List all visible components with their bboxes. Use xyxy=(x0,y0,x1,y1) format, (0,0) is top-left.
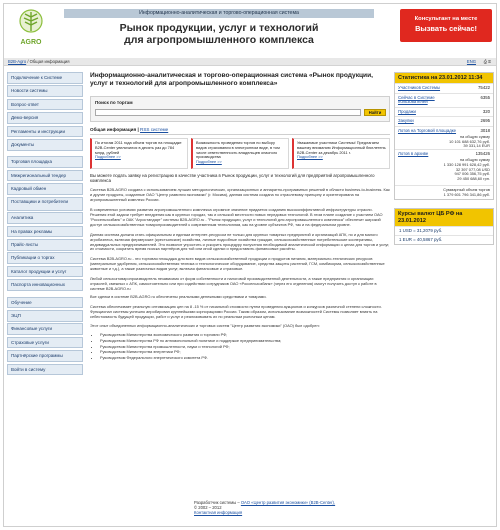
approval-list xyxy=(90,332,390,360)
nav-item-staff[interactable]: Кадровый обмен xyxy=(7,183,83,195)
stat-value: 75422 xyxy=(478,85,490,91)
stat-sum-value: 32 397 077,08 USD xyxy=(455,166,490,172)
nav-item-training[interactable]: Обучение xyxy=(7,297,83,309)
nav-item-finance[interactable]: Финансовые услуги xyxy=(7,323,83,335)
nav-item-pricelists[interactable]: Прайс-листы xyxy=(7,239,83,251)
stat-sum-label: на общую сумму xyxy=(459,134,490,140)
stat-label[interactable]: Закупки xyxy=(398,118,414,124)
list-item: • Руководством Министерства энергетики РФ; xyxy=(100,349,390,355)
stat-sum-value: 29 450 688,60 грн. xyxy=(457,175,490,181)
main-content xyxy=(90,72,390,512)
main-title: Информационно-аналитическая и торгово-операционная система «Рынок продукции, услуг и технологий для агропромышленного комплекса» xyxy=(90,72,373,87)
search-input[interactable] xyxy=(95,109,361,116)
consultant-button[interactable] xyxy=(400,9,492,42)
nav-item-news[interactable]: Новости системы xyxy=(7,85,83,97)
breadcrumb-current: Общая информация xyxy=(29,59,70,64)
stat-label[interactable]: Участников Системы xyxy=(398,85,441,91)
nav-item-ads[interactable]: На правах рекламы xyxy=(7,226,83,238)
stat-value: 2695 xyxy=(480,118,490,124)
paragraph: Система B2B-AGRO создана с использованием лучших методологических, организационных и аппаратно-программных решений в области business-to-business. Как и другие продукты, созданные ОАО "Центр развития экономики" (г. Москва), данная система создана по отраслевому принципу и ориентирована на агропромышленный комплекс России. xyxy=(90,187,390,203)
stat-label[interactable]: Лотов в архиве xyxy=(398,150,429,156)
footer-copyright: © 2002 – 2012 xyxy=(194,505,222,511)
title-line-2: для агропромышленного комплекса xyxy=(124,34,314,46)
news-box xyxy=(191,138,289,169)
page-title xyxy=(64,22,374,46)
news-text: Уважаемые участники Системы! Предлагаем вашему вниманию Информационный бюллетень B2B-Center за декабрь 2011 г. xyxy=(297,140,386,155)
nav-item-esign[interactable]: ЭЦП xyxy=(7,310,83,322)
rate-usd: 1 USD = 31,2079 руб. xyxy=(395,226,493,235)
consultant-line-1: Консультант на месте xyxy=(414,16,478,22)
stat-sum-value: 39 331,14 EUR xyxy=(463,143,490,149)
stat-label[interactable]: Продажи xyxy=(398,108,416,114)
list-item: • Руководством Министерства РФ по антимонопольной политике и поддержке предпринимательства; xyxy=(100,338,390,344)
mail-icon[interactable]: ✉ xyxy=(488,59,492,64)
nav-item-publications[interactable]: Публикации о торгах xyxy=(7,252,83,264)
consultant-line-2: Вызвать сейчас! xyxy=(415,24,477,33)
paragraph: Данная система должна стать официальным и единым интернет-ресурсом не только для крупных товарных предприятий и организаций АПК, но и для малого агробизнеса, включая фермерские (крестьянские) хозяйства, личные подсобные хозяйства граждан, сельскохозяйственные потребительские кооперативы, индивидуальных предпринимателей. Это позволит упростить и ускорить процедуру получения необходимой аналитической информации о ценах для торгов и услуг, их стоимости, сократить время поиска партнёров для той или иной сделки и предоставить финансовые расчёты. xyxy=(90,231,390,252)
paragraph: Система обеспечивает реальную оптимизацию цен на 8 -15 % от начальной стоимости путем проведения аукционов и конкурсов различной степени сложности. Функционал системы успешно апробирован крупнейшими корпорациями России. Таким образом, использование возможностей Системы позволяет влиять на себестоимость будущей продукции, работ и услуг и реализовывать их по реальным рыночным ценам. xyxy=(90,303,382,319)
registration-note: Вы можете подать заявку на регистрацию в качестве участника в Рынок продукции, услуг и технологий для предприятий агропромышленного комплекса xyxy=(90,173,375,184)
rates-title: Курсы валют ЦБ РФ на 23.01.2012 xyxy=(395,209,493,226)
stat-label[interactable]: Сейчас в Системе пользователей xyxy=(398,94,435,105)
stat-sum-label: на общую сумму xyxy=(459,157,490,163)
b2b-agro-logo[interactable] xyxy=(13,7,49,55)
paragraph: Система B2B-AGRO.ru - это торговая площадка для всех видов сельскохозяйственной продукции и продуктов питания, материально-технических ресурсов (минеральные удобрения, сельскохозяйственная техника и технологическое оборудование, средства защиты растений, ГСМ, комбикорма, сельскохозяйственные животные и т.д.), а также различных видов услуг, включая финансовые и страховые. xyxy=(90,256,385,272)
list-item: • Руководством Министерства экономического развития и торговли РФ; xyxy=(100,332,390,338)
news-more-link[interactable]: Подробнее >> xyxy=(297,154,323,160)
stat-value: 135426 xyxy=(475,150,490,156)
page xyxy=(3,3,497,527)
search-label: Поиск по торгам xyxy=(95,100,133,105)
stat-label[interactable]: Лотов на Торговой площадке xyxy=(398,127,457,133)
stat-value: 3018 xyxy=(480,127,490,133)
nav-item-analytics[interactable]: Аналитика xyxy=(7,212,83,224)
paragraph: Этот опыт объединенных информационно-аналитических и торговых систем "Центр развития экономики" (ОАО) был одобрен: xyxy=(90,323,320,329)
currency-rates xyxy=(394,208,494,245)
paragraph: В современных условиях развития агропромышленного комплекса огромное значение придается созданию высокоэффективной инфраструктуры отрасли. Решения этой задачи требует внедрения как в крупных городах, так и сельской местности новых передовых технологий. В этом плане создание с участием ОАО "Россельхозбанк" и ОАК "Агростандарт" системы B2B-AGRO.ru - "Рынок продукции, услуг и технологий для агропромышленного комплекса" обеспечит широкий доступ сельскохозяйственных товаропроизводителей к современным технологиям, как на уровне субъектов РФ, так и на федеральном уровне. xyxy=(90,207,383,227)
news-text: Возможность проведения торгов по выбору видов страхования в электронном виде, в том числе ответственность владельцев опасного производства xyxy=(196,140,280,160)
nav-item-login[interactable]: Войти в систему xyxy=(7,364,83,376)
header xyxy=(4,4,496,58)
nav-item-faq[interactable]: Вопрос-ответ xyxy=(7,99,83,111)
toolbar-icons xyxy=(484,58,492,66)
nav-item-rules[interactable]: Регламенты и инструкции xyxy=(7,126,83,138)
stats-panel xyxy=(394,72,494,200)
news-box xyxy=(90,138,188,169)
info-tabs xyxy=(90,127,390,135)
nav-item-catalog[interactable]: Каталог продукции и услуг xyxy=(7,266,83,278)
language-switch[interactable]: ENG xyxy=(466,59,476,64)
footer-dev-label: Разработчик системы – xyxy=(194,500,240,505)
news-more-link[interactable]: Подробнее >> xyxy=(95,154,121,160)
sidebar-nav xyxy=(7,72,83,377)
paragraph: Все сделки в системе B2B-AGRO.ru обеспечены реальными денежными средствами и товарами. xyxy=(90,293,267,299)
nav-item-insurance[interactable]: Страховые услуги xyxy=(7,337,83,349)
rate-eur: 1 EUR = 40,5867 руб. xyxy=(395,235,493,244)
stat-row xyxy=(395,116,493,125)
list-item: • Руководством Министерства промышленности, науки и технологий РФ; xyxy=(100,344,390,350)
stat-value: 6355 xyxy=(480,94,490,100)
right-column xyxy=(394,72,494,245)
stat-sum-value: 10 101 688 632,76 руб. xyxy=(449,138,490,144)
breadcrumb-separator: / xyxy=(27,59,30,64)
paragraph: Любой сельхозтоваропроизводитель независимо от форм собственности и налоговой производственной деятельности, а также предприятия и организации отраслей, смежных с АПК, самостоятельно или при содействии сотрудников ОАО «Россельхозбанк» (через его отделения) смогут получить доступ к работе в системе B2B-AGRO.ru xyxy=(90,276,377,291)
news-more-link[interactable]: Подробнее >> xyxy=(196,159,222,165)
stat-value: 320 xyxy=(482,108,490,114)
header-banner: Информационно-аналитическая и торгово-операционная система xyxy=(64,9,374,18)
news-box xyxy=(292,138,390,169)
svg-text:AGRO: AGRO xyxy=(20,39,42,46)
stat-row xyxy=(395,107,493,116)
nav-item-documents[interactable]: Документы xyxy=(7,139,83,151)
search-button[interactable]: Найти xyxy=(364,109,386,116)
footer-dev-link[interactable]: ОАО «Центр развития экономики» (B2B-Center), xyxy=(240,500,336,505)
footer-contact-link[interactable]: Контактная информация xyxy=(194,510,243,516)
nav-item-passports[interactable]: Паспорта инновационных xyxy=(7,279,83,291)
nav-item-trade[interactable]: Торговая площадка xyxy=(7,156,83,168)
home-link[interactable]: B2B-Agro xyxy=(8,59,27,64)
nav-item-demo[interactable]: Демо-версия xyxy=(7,112,83,124)
footer xyxy=(194,500,394,516)
stat-row xyxy=(395,83,493,92)
tab-separator: | xyxy=(137,127,141,132)
tab-general-info[interactable]: Общая информация xyxy=(90,127,137,132)
breadcrumb-bar xyxy=(4,58,496,66)
print-icon[interactable]: ⎙ xyxy=(483,59,489,64)
stat-total-value: 1 379 601 796 341,86 руб. xyxy=(443,191,490,197)
nav-item-partners[interactable]: Партнёрские программы xyxy=(7,350,83,362)
news-boxes xyxy=(90,138,390,169)
list-item: • Руководством Федерального энергетического комитета РФ. xyxy=(100,355,390,361)
nav-item-suppliers[interactable]: Поставщики и потребители xyxy=(7,197,83,211)
news-text: По итогам 2011 года объем торгов на площадке B2B-Center увеличился в десять раз до 784 млрд. рублей xyxy=(95,140,182,155)
stats-title: Статистика на 23.01.2012 11:34 xyxy=(395,73,493,83)
nav-item-tender[interactable]: Межрегиональный тендер xyxy=(7,170,83,182)
nav-item-connect[interactable]: Подключение к Системе xyxy=(7,72,83,84)
stat-sum-value: 1 330 128 991 628,42 руб. xyxy=(443,161,490,167)
stat-total-label: Суммарный объем торгов xyxy=(395,185,493,193)
stat-sum-value: 947 006 356,75 руб. xyxy=(454,171,490,177)
search-panel xyxy=(90,96,390,122)
tab-rss[interactable]: RSS системе xyxy=(140,127,169,132)
stat-row xyxy=(395,93,493,107)
title-line-1: Рынок продукции, услуг и технологий xyxy=(119,22,319,34)
